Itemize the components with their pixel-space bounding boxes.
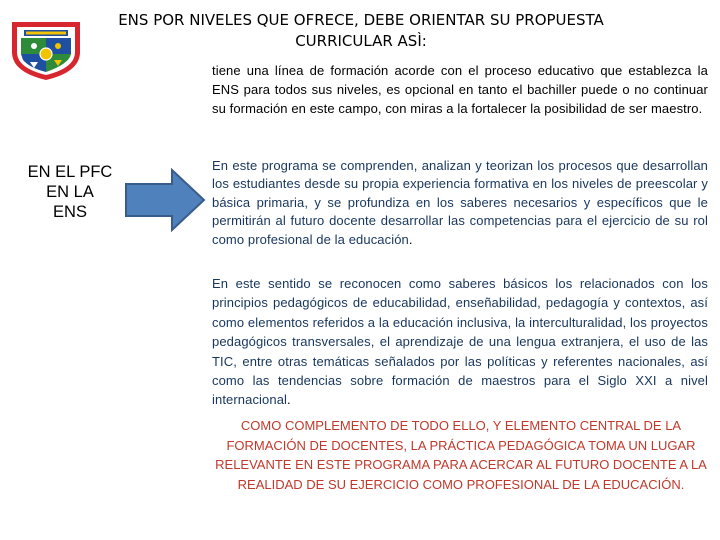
school-crest-icon bbox=[8, 18, 84, 82]
paragraph-knowledge-end: . bbox=[287, 392, 291, 408]
paragraph-program-end: . bbox=[408, 231, 413, 247]
title-line-2: CURRICULAR ASÌ: bbox=[295, 32, 427, 50]
page-title bbox=[96, 10, 626, 52]
paragraph-program-text: En este programa se comprenden, analizan y teorizan los procesos que desarrollan los estudiantes desde su propia experiencia formativa en los niveles de preescolar y básica primaria, y se profundiza en los saberes necesarios y específicos que le permitirán al futuro docente desarrollar las competencias para el ejercicio de su rol como profesional de la educación bbox=[212, 158, 708, 247]
paragraph-intro: tiene una línea de formación acorde con el proceso educativo que establezca la ENS para todos sus niveles, es opcional en tanto el bachiller puede o no continuar su formación en este campo, con miras a la fortalecer la posibilidad de ser maestro. bbox=[212, 63, 708, 117]
title-line-1: ENS POR NIVELES QUE OFRECE, DEBE ORIENTAR SU PROPUESTA bbox=[118, 11, 604, 29]
program-label-line-1: EN EL PFC bbox=[27, 163, 113, 181]
paragraph-knowledge-text: En este sentido se reconocen como saberes básicos los relacionados con los principios pedagógicos de educabilidad, enseñabilidad, pedagogía y contextos, así como elementos referidos a la educación inclusiva, la interculturalidad, los proyectos pedagógicos transversales, el aprendizaje de una lengua extranjera, el uso de las TIC, entre otras temáticas señalados por las políticas y referentes nacionales, así como las tendencias sobre formación de maestros para el Siglo XXI a nivel internacional bbox=[212, 276, 708, 408]
program-label bbox=[18, 162, 122, 222]
program-label-line-2: EN LA bbox=[46, 183, 94, 201]
paragraph-knowledge bbox=[212, 274, 708, 410]
paragraph-practice-highlight: COMO COMPLEMENTO DE TODO ELLO, Y ELEMENTO CENTRAL DE LA FORMACIÓN DE DOCENTES, LA PRÁCTICA PEDAGÓGICA TOMA UN LUGAR RELEVANTE EN ESTE PROGRAMA PARA ACERCAR AL FUTURO DOCENTE A LA REALIDAD DE SU EJERCICIO COMO PROFESIONAL DE LA EDUCACIÓN. bbox=[215, 418, 707, 492]
right-arrow-icon bbox=[124, 168, 206, 232]
program-label-line-3: ENS bbox=[53, 203, 87, 221]
paragraph-program bbox=[212, 157, 708, 249]
